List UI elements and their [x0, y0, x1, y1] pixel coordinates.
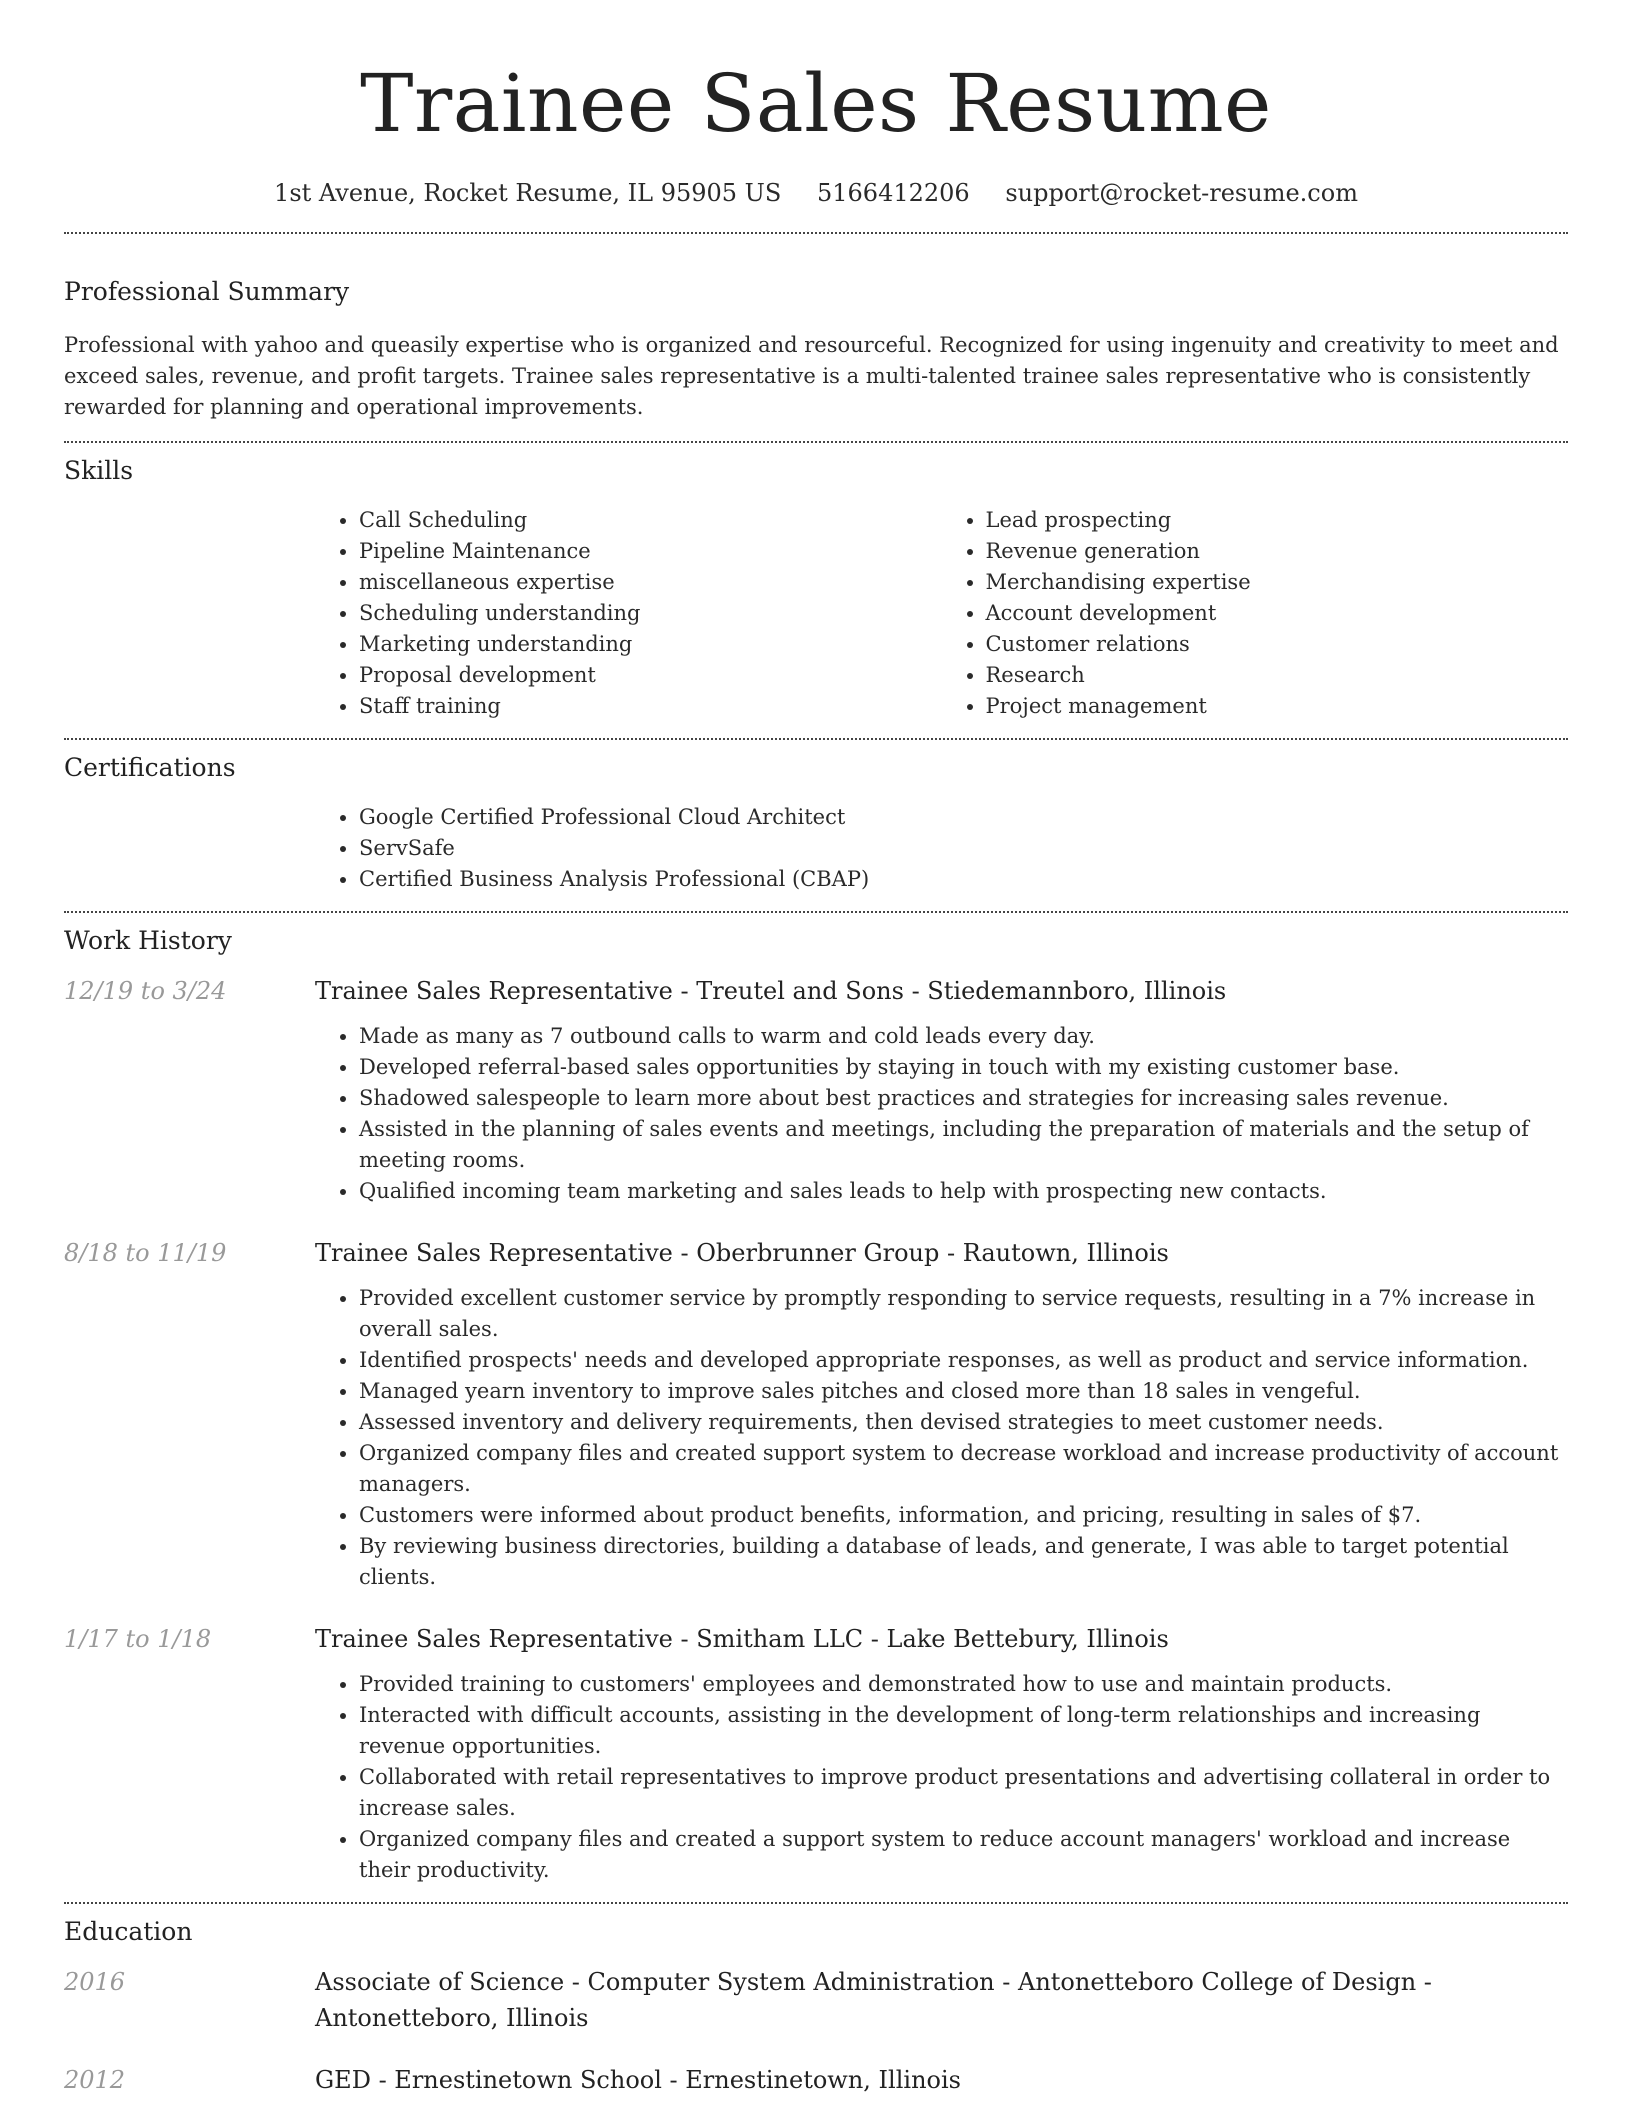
skill-item: • Scheduling understanding [359, 598, 942, 629]
skill-item: • Pipeline Maintenance [359, 536, 942, 567]
certification-item: • Certified Business Analysis Professional (CBAP) [359, 864, 1568, 895]
skill-item: • Marketing understanding [359, 629, 942, 660]
skill-item: • Lead prospecting [986, 505, 1569, 536]
education-body [315, 2062, 1568, 2098]
job-bullet: • Identified prospects' needs and developed appropriate responses, as well as product and service information. [359, 1345, 1568, 1376]
divider [64, 911, 1568, 913]
skill-item: • Staff training [359, 691, 942, 722]
job-bullet: • Managed yearn inventory to improve sales pitches and closed more than 18 sales in vengeful. [359, 1376, 1568, 1407]
skill-item: • Merchandising expertise [986, 567, 1569, 598]
skill-item: • miscellaneous expertise [359, 567, 942, 598]
job-bullet: • Collaborated with retail representatives to improve product presentations and advertising collateral in order to increase sales. [359, 1762, 1568, 1824]
skills-column-right [942, 505, 1569, 722]
job-bullet: • Provided excellent customer service by promptly responding to service requests, resulting in a 7% increase in overall sales. [359, 1283, 1568, 1345]
job-title: Trainee Sales Representative - Oberbrunner Group - Rautown, Illinois [315, 1239, 1169, 1267]
job-bullet: • Qualified incoming team marketing and sales leads to help with prospecting new contacts. [359, 1176, 1568, 1207]
skill-item: • Call Scheduling [359, 505, 942, 536]
job-bullet: • Organized company files and created support system to decrease workload and increase productivity of account managers. [359, 1438, 1568, 1500]
job-dates: 12/19 to 3/24 [64, 977, 227, 1005]
job-bullets [315, 1283, 1568, 1593]
job-bullet: • Shadowed salespeople to learn more about best practices and strategies for increasing sales revenue. [359, 1083, 1568, 1114]
education-entry [64, 1964, 1568, 2036]
contact-address: 1st Avenue, Rocket Resume, IL 95905 US [274, 179, 782, 207]
job-bullet: • Organized company files and created a support system to reduce account managers' workload and increase their productivity. [359, 1824, 1568, 1886]
education-title: GED - Ernestinetown School - Ernestinetown, Illinois [315, 2066, 961, 2094]
skill-item: • Account development [986, 598, 1569, 629]
job-body [315, 973, 1568, 1207]
job-entry [64, 973, 1568, 1207]
education-title: Associate of Science - Computer System Administration - Antonetteboro College of Design - Antonetteboro, Illinois [315, 1968, 1432, 2032]
job-bullet: • Customers were informed about product benefits, information, and pricing, resulting in sales of $7. [359, 1500, 1568, 1531]
skills-list [315, 505, 1568, 722]
contact-line [64, 178, 1568, 208]
job-bullet: • Provided training to customers' employees and demonstrated how to use and maintain products. [359, 1669, 1568, 1700]
job-body [315, 1621, 1568, 1886]
certification-item: • Google Certified Professional Cloud Architect [359, 802, 1568, 833]
skill-item: • Proposal development [359, 660, 942, 691]
job-bullets [315, 1021, 1568, 1207]
education-body [315, 1964, 1568, 2036]
divider [64, 1902, 1568, 1904]
contact-email: support@rocket-resume.com [1005, 179, 1358, 207]
section-title-education: Education [64, 1917, 193, 1946]
divider [64, 232, 1568, 234]
education-year: 2012 [64, 2066, 126, 2094]
skill-item: • Customer relations [986, 629, 1569, 660]
job-dates: 1/17 to 1/18 [64, 1625, 212, 1653]
job-title: Trainee Sales Representative - Treutel and Sons - Stiedemannboro, Illinois [315, 977, 1227, 1005]
job-bullet: • By reviewing business directories, building a database of leads, and generate, I was able to target potential clients. [359, 1531, 1568, 1593]
job-body [315, 1235, 1568, 1593]
section-title-work-history: Work History [64, 926, 232, 955]
section-title-summary: Professional Summary [64, 277, 350, 306]
divider [64, 738, 1568, 740]
job-bullet: • Developed referral-based sales opportunities by staying in touch with my existing customer base. [359, 1052, 1568, 1083]
divider [64, 441, 1568, 443]
job-bullet: • Made as many as 7 outbound calls to warm and cold leads every day. [359, 1021, 1568, 1052]
skill-item: • Project management [986, 691, 1569, 722]
job-bullet: • Assisted in the planning of sales events and meetings, including the preparation of materials and the setup of meeting rooms. [359, 1114, 1568, 1176]
job-bullet: • Interacted with difficult accounts, assisting in the development of long-term relationships and increasing revenue opportunities. [359, 1700, 1568, 1762]
job-entry [64, 1621, 1568, 1886]
skill-item: • Research [986, 660, 1569, 691]
skill-item: • Revenue generation [986, 536, 1569, 567]
job-bullets [315, 1669, 1568, 1886]
job-entry [64, 1235, 1568, 1593]
contact-phone: 5166412206 [816, 179, 970, 207]
job-bullet: • Assessed inventory and delivery requirements, then devised strategies to meet customer needs. [359, 1407, 1568, 1438]
resume-page [64, 0, 1568, 2098]
certification-item: • ServSafe [359, 833, 1568, 864]
job-dates: 8/18 to 11/19 [64, 1239, 227, 1267]
section-title-certifications: Certifications [64, 753, 236, 782]
education-year: 2016 [64, 1968, 126, 1996]
education-entry [64, 2062, 1568, 2098]
certifications-list [315, 802, 1568, 895]
skills-column-left [315, 505, 942, 722]
summary-text: Professional with yahoo and queasily expertise who is organized and resourceful. Recognized for using ingenuity and creativity to meet and exceed sales, revenue, and profit targets. Trainee sales representative is a multi-talented trainee sales representative who is consistently rewarded for planning and operational improvements. [64, 333, 1559, 419]
section-title-skills: Skills [64, 456, 134, 485]
job-title: Trainee Sales Representative - Smitham LLC - Lake Bettebury, Illinois [315, 1625, 1169, 1653]
page-title: Trainee Sales Resume [360, 57, 1272, 150]
